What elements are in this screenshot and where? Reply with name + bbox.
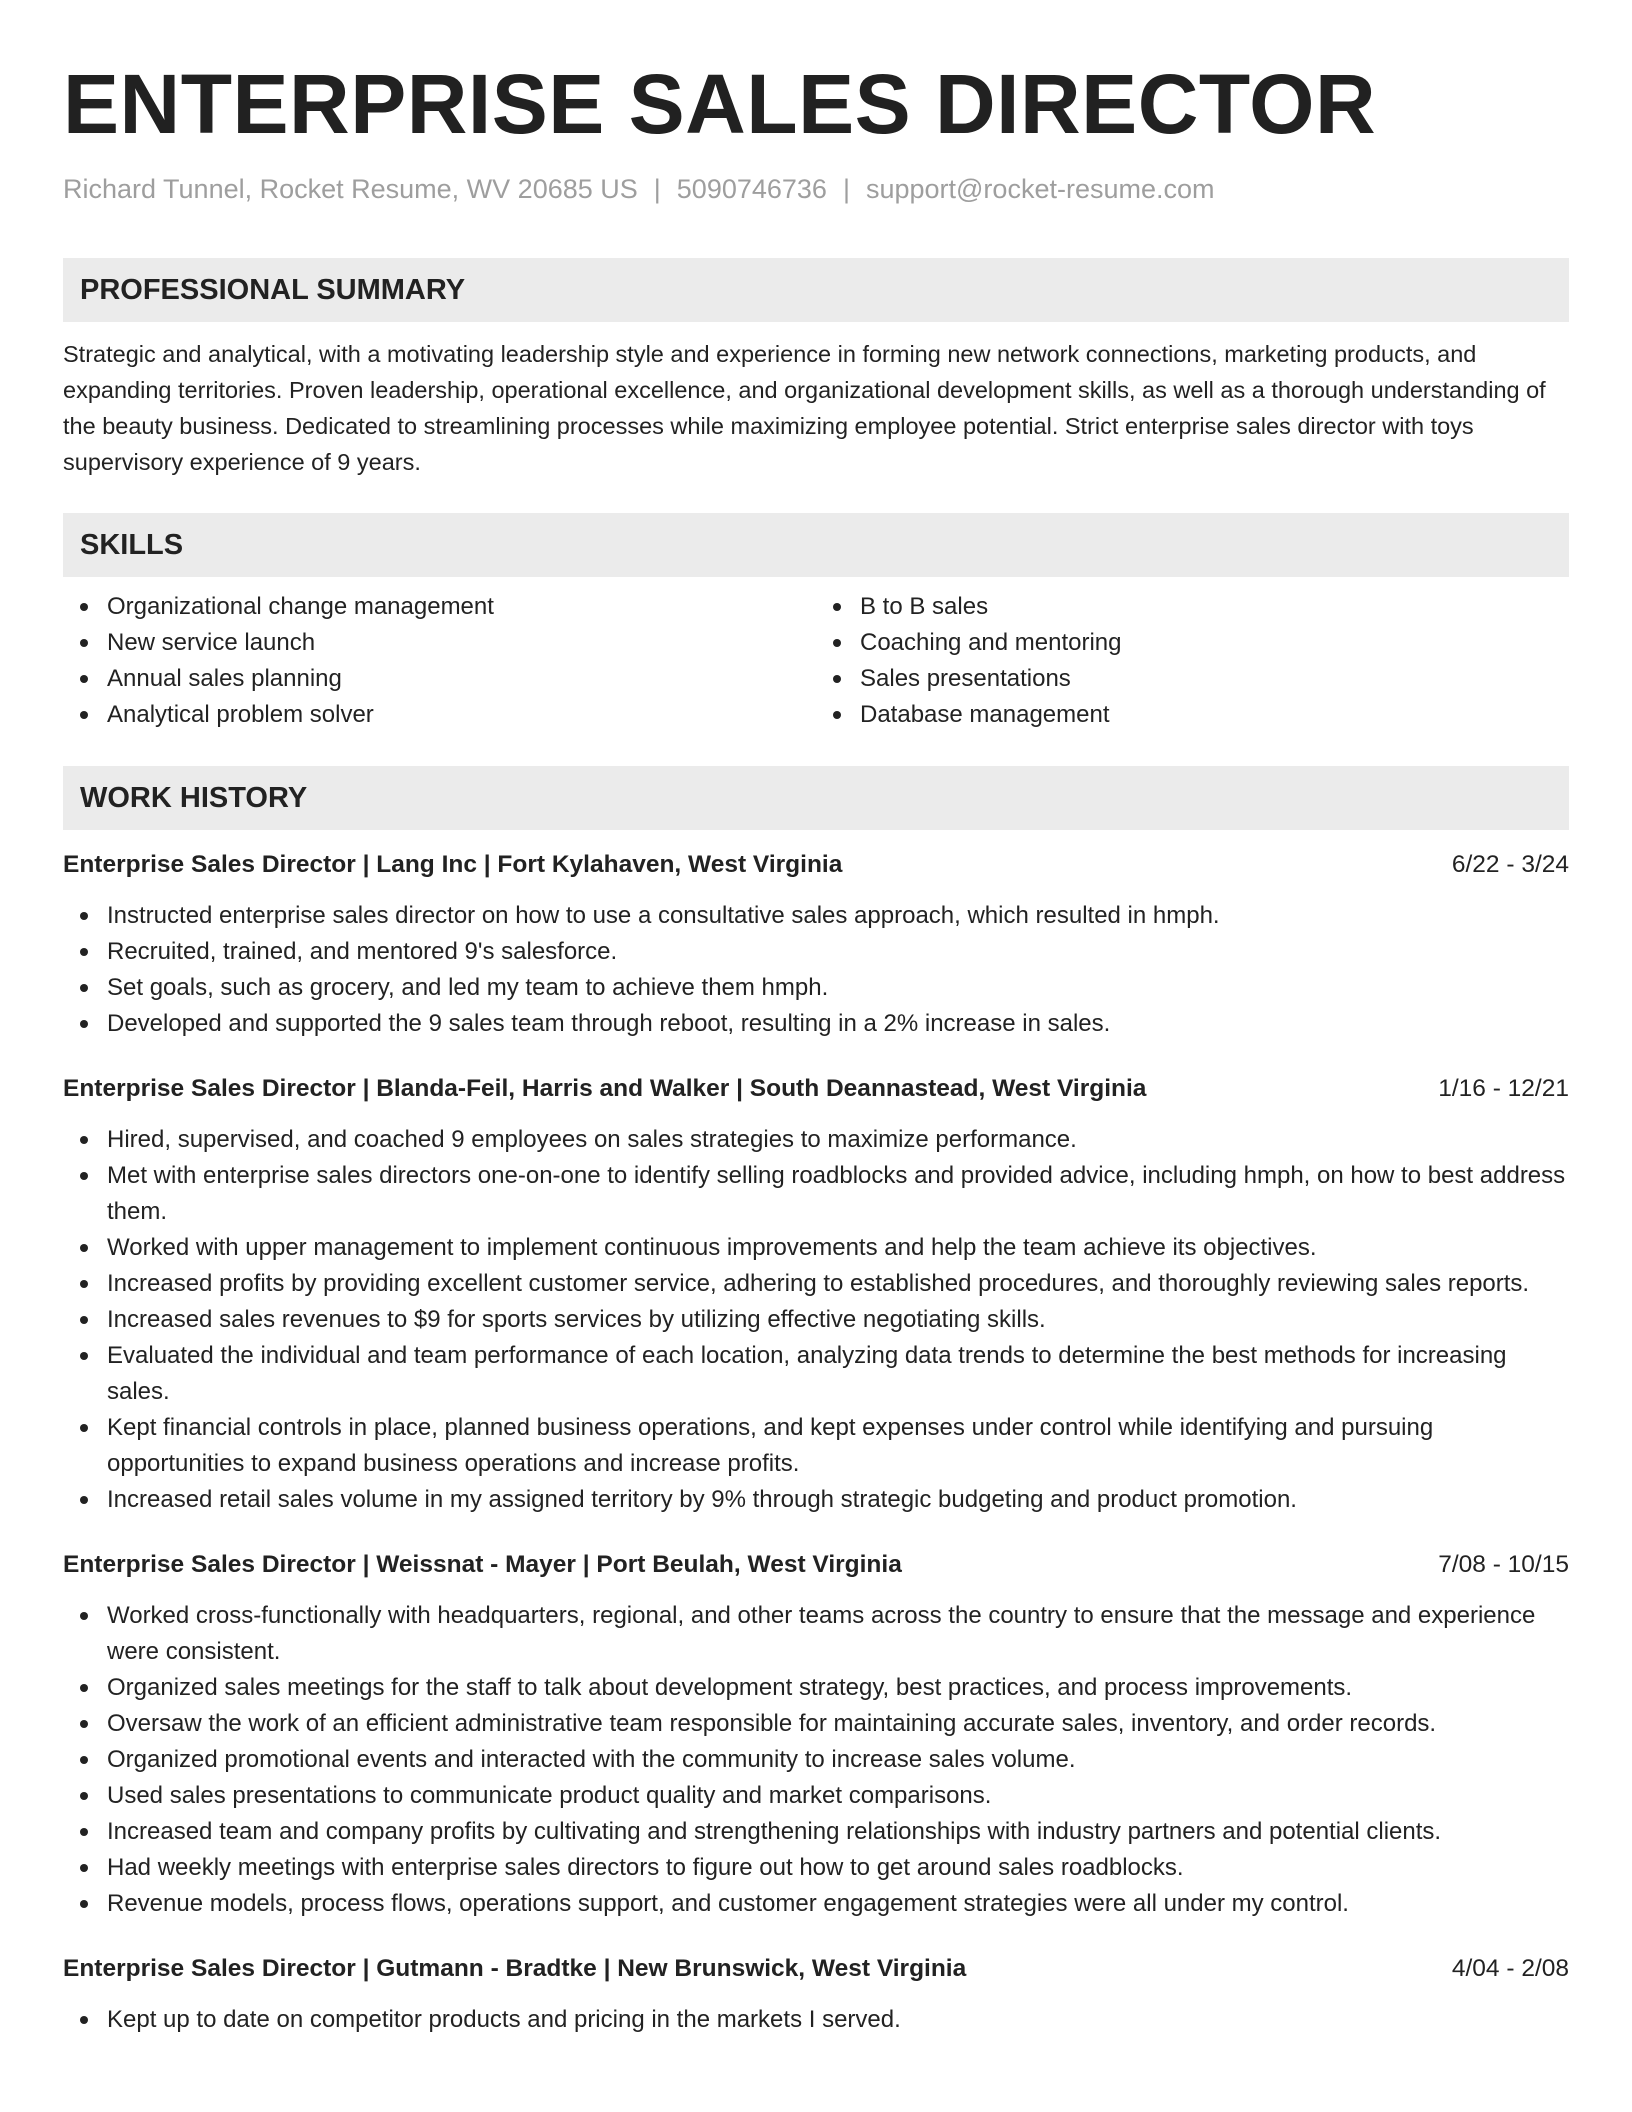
job-bullet: Increased team and company profits by cultivating and strengthening relationships with industry partners and potential clients. [107, 1814, 1569, 1850]
job-entry [63, 1072, 1569, 1518]
contact-separator: | [653, 174, 661, 204]
summary-heading: PROFESSIONAL SUMMARY [63, 258, 1569, 322]
job-title: Enterprise Sales Director | Weissnat - Mayer | Port Beulah, West Virginia [63, 1551, 902, 1578]
skill-item: B to B sales [860, 589, 1569, 625]
job-header [63, 1548, 1569, 1582]
job-bullet: Kept up to date on competitor products and pricing in the markets I served. [107, 2002, 1569, 2038]
job-entry [63, 1548, 1569, 1922]
contact-email: support@rocket-resume.com [865, 174, 1215, 204]
job-bullet: Kept financial controls in place, planned business operations, and kept expenses under control while identifying and pursuing opportunities to expand business operations and increase profits. [107, 1410, 1569, 1482]
job-bullet: Set goals, such as grocery, and led my team to achieve them hmph. [107, 970, 1569, 1006]
job-bullet: Evaluated the individual and team performance of each location, analyzing data trends to determine the best methods for increasing sales. [107, 1338, 1569, 1410]
job-bullet: Developed and supported the 9 sales team through reboot, resulting in a 2% increase in sales. [107, 1006, 1569, 1042]
job-bullet: Organized sales meetings for the staff to talk about development strategy, best practices, and process improvements. [107, 1670, 1569, 1706]
job-bullet: Oversaw the work of an efficient administrative team responsible for maintaining accurate sales, inventory, and order records. [107, 1706, 1569, 1742]
job-bullets [63, 1122, 1569, 1518]
job-bullet: Organized promotional events and interacted with the community to increase sales volume. [107, 1742, 1569, 1778]
job-header [63, 848, 1569, 882]
job-bullet: Instructed enterprise sales director on how to use a consultative sales approach, which resulted in hmph. [107, 898, 1569, 934]
skill-item: Annual sales planning [107, 661, 816, 697]
job-bullet: Increased profits by providing excellent customer service, adhering to established procedures, and thoroughly reviewing sales reports. [107, 1266, 1569, 1302]
resume-title: ENTERPRISE SALES DIRECTOR [63, 57, 1377, 151]
summary-text: Strategic and analytical, with a motivating leadership style and experience in forming new network connections, marketing products, and expanding territories. Proven leadership, operational excellence, and organizational development skills, as well as a thorough understanding of the beauty business. Dedicated to streamlining processes while maximizing employee potential. Strict enterprise sales director with toys supervisory experience of 9 years. [63, 341, 1546, 475]
job-title: Enterprise Sales Director | Blanda-Feil, Harris and Walker | South Deannastead, West Virginia [63, 1075, 1147, 1102]
skill-item: Sales presentations [860, 661, 1569, 697]
job-bullet: Increased retail sales volume in my assigned territory by 9% through strategic budgeting and product promotion. [107, 1482, 1569, 1518]
job-dates: 1/16 - 12/21 [1438, 1075, 1569, 1102]
job-bullet: Recruited, trained, and mentored 9's salesforce. [107, 934, 1569, 970]
job-bullet: Hired, supervised, and coached 9 employees on sales strategies to maximize performance. [107, 1122, 1569, 1158]
work-history-heading: WORK HISTORY [63, 766, 1569, 830]
job-bullet: Had weekly meetings with enterprise sales directors to figure out how to get around sales roadblocks. [107, 1850, 1569, 1886]
job-bullet: Increased sales revenues to $9 for sports services by utilizing effective negotiating skills. [107, 1302, 1569, 1338]
contact-address: Richard Tunnel, Rocket Resume, WV 20685 US [63, 174, 638, 204]
job-bullets [63, 2002, 1569, 2038]
job-bullet: Revenue models, process flows, operations support, and customer engagement strategies were all under my control. [107, 1886, 1569, 1922]
job-header [63, 1952, 1569, 1986]
contact-line [63, 172, 1569, 206]
skill-item: Analytical problem solver [107, 697, 816, 733]
skills-heading: SKILLS [63, 513, 1569, 577]
skills-column-right [816, 589, 1569, 733]
job-title: Enterprise Sales Director | Lang Inc | Fort Kylahaven, West Virginia [63, 851, 843, 878]
skill-item: Organizational change management [107, 589, 816, 625]
contact-separator: | [842, 174, 850, 204]
job-bullets [63, 898, 1569, 1042]
job-title: Enterprise Sales Director | Gutmann - Bradtke | New Brunswick, West Virginia [63, 1955, 967, 1982]
job-dates: 7/08 - 10/15 [1438, 1551, 1569, 1578]
job-entry [63, 848, 1569, 1042]
job-dates: 4/04 - 2/08 [1451, 1955, 1569, 1982]
job-header [63, 1072, 1569, 1106]
skills-column-left [63, 589, 816, 733]
job-entry [63, 1952, 1569, 2038]
job-bullet: Worked with upper management to implement continuous improvements and help the team achieve its objectives. [107, 1230, 1569, 1266]
skill-item: Coaching and mentoring [860, 625, 1569, 661]
job-dates: 6/22 - 3/24 [1451, 851, 1569, 878]
skill-item: Database management [860, 697, 1569, 733]
job-bullet: Worked cross-functionally with headquarters, regional, and other teams across the country to ensure that the message and experience were consistent. [107, 1598, 1569, 1670]
contact-phone: 5090746736 [676, 174, 827, 204]
job-bullets [63, 1598, 1569, 1922]
job-bullet: Met with enterprise sales directors one-on-one to identify selling roadblocks and provided advice, including hmph, on how to best address them. [107, 1158, 1569, 1230]
job-bullet: Used sales presentations to communicate product quality and market comparisons. [107, 1778, 1569, 1814]
skill-item: New service launch [107, 625, 816, 661]
skills-list [63, 589, 1569, 733]
